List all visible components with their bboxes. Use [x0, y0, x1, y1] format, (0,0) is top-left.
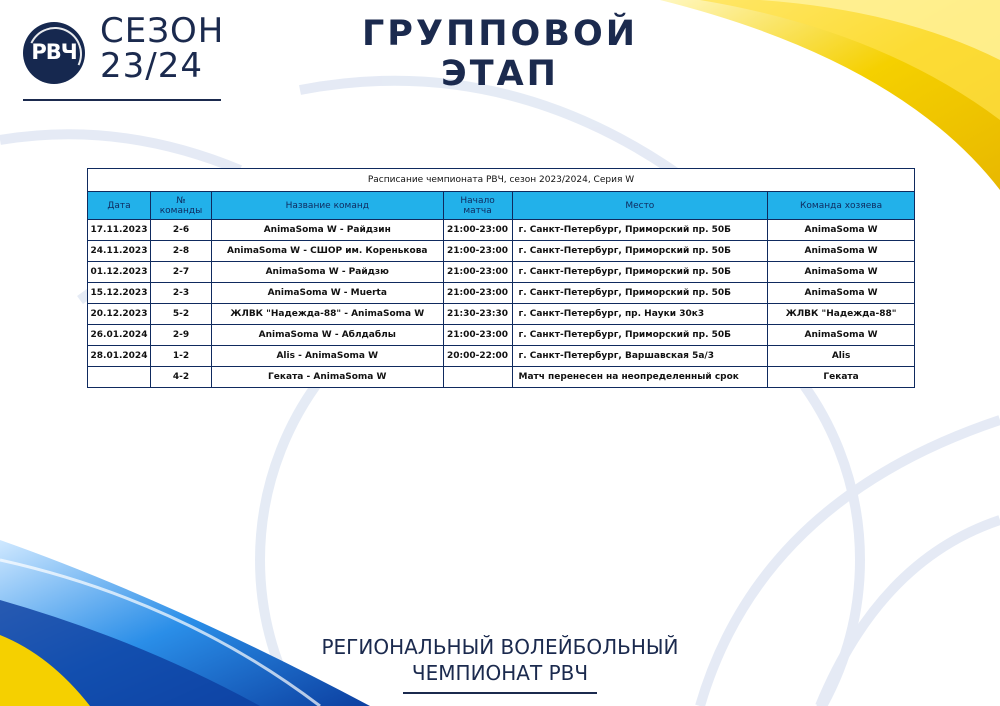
- cell-team-number: 2-8: [150, 241, 211, 262]
- cell-team-number: 2-6: [150, 220, 211, 241]
- table-row: [88, 346, 915, 367]
- stage-title-line1: ГРУППОВОЙ: [362, 14, 638, 54]
- season-line1: СЕЗОН: [100, 11, 225, 51]
- header-team-number-line1: №: [176, 195, 186, 206]
- table-header-row: [88, 192, 915, 220]
- header-start-time-line1: Начало: [460, 195, 495, 206]
- cell-team-number: 2-9: [150, 325, 211, 346]
- cell-venue: г. Санкт-Петербург, Приморский пр. 50Б: [512, 283, 768, 304]
- season-label: [100, 11, 225, 86]
- table-row: [88, 367, 915, 388]
- cell-venue: г. Санкт-Петербург, Приморский пр. 50Б: [512, 325, 768, 346]
- table-title-row: [88, 169, 915, 192]
- cell-host: AnimaSoma W: [768, 283, 915, 304]
- table-row: [88, 241, 915, 262]
- header-host-team: Команда хозяева: [768, 192, 915, 220]
- cell-time: [443, 367, 512, 388]
- table-row: [88, 304, 915, 325]
- championship-underline: [403, 692, 597, 694]
- stage-title-line2: ЭТАП: [441, 54, 559, 94]
- cell-venue: г. Санкт-Петербург, пр. Науки 30к3: [512, 304, 768, 325]
- header-start-time-line2: матча: [463, 205, 492, 216]
- cell-teams: AnimaSoma W - Райдзин: [211, 220, 443, 241]
- cell-date: 15.12.2023: [88, 283, 151, 304]
- cell-venue: г. Санкт-Петербург, Приморский пр. 50Б: [512, 220, 768, 241]
- cell-host: Геката: [768, 367, 915, 388]
- cell-teams: AnimaSoma W - Аблдаблы: [211, 325, 443, 346]
- cell-date: 26.01.2024: [88, 325, 151, 346]
- cell-team-number: 2-7: [150, 262, 211, 283]
- cell-host: Alis: [768, 346, 915, 367]
- cell-time: 21:00-23:00: [443, 241, 512, 262]
- table-title: Расписание чемпионата РВЧ, сезон 2023/2024, Серия W: [88, 169, 915, 192]
- cell-date: [88, 367, 151, 388]
- cell-venue: Матч перенесен на неопределенный срок: [512, 367, 768, 388]
- rvch-logo: [23, 22, 85, 84]
- cell-time: 21:00-23:00: [443, 325, 512, 346]
- header-date: Дата: [88, 192, 151, 220]
- cell-host: AnimaSoma W: [768, 241, 915, 262]
- cell-date: 01.12.2023: [88, 262, 151, 283]
- table-row: [88, 262, 915, 283]
- table-row: [88, 325, 915, 346]
- cell-team-number: 4-2: [150, 367, 211, 388]
- cell-time: 21:00-23:00: [443, 262, 512, 283]
- cell-teams: AnimaSoma W - Райдзю: [211, 262, 443, 283]
- cell-venue: г. Санкт-Петербург, Приморский пр. 50Б: [512, 262, 768, 283]
- cell-teams: AnimaSoma W - СШОР им. Кореньковa: [211, 241, 443, 262]
- cell-team-number: 5-2: [150, 304, 211, 325]
- cell-team-number: 1-2: [150, 346, 211, 367]
- header-team-number: [150, 192, 211, 220]
- logo-underline: [23, 99, 221, 101]
- cell-venue: г. Санкт-Петербург, Приморский пр. 50Б: [512, 241, 768, 262]
- cell-time: 21:00-23:00: [443, 220, 512, 241]
- cell-host: AnimaSoma W: [768, 262, 915, 283]
- header-start-time: [443, 192, 512, 220]
- header-venue: Место: [512, 192, 768, 220]
- cell-teams: ЖЛВК "Надежда-88" - AnimaSoma W: [211, 304, 443, 325]
- cell-venue: г. Санкт-Петербург, Варшавская 5а/3: [512, 346, 768, 367]
- championship-title: [260, 634, 740, 686]
- cell-host: ЖЛВК "Надежда-88": [768, 304, 915, 325]
- championship-title-line2: ЧЕМПИОНАТ РВЧ: [411, 661, 589, 685]
- cell-time: 20:00-22:00: [443, 346, 512, 367]
- cell-teams: Геката - AnimaSoma W: [211, 367, 443, 388]
- cell-time: 21:00-23:00: [443, 283, 512, 304]
- table-row: [88, 283, 915, 304]
- cell-host: AnimaSoma W: [768, 220, 915, 241]
- cell-host: AnimaSoma W: [768, 325, 915, 346]
- schedule-table: [87, 168, 915, 388]
- cell-date: 20.12.2023: [88, 304, 151, 325]
- header-team-number-line2: команды: [159, 205, 203, 216]
- logo-text: РВЧ: [31, 40, 77, 64]
- championship-title-line1: РЕГИОНАЛЬНЫЙ ВОЛЕЙБОЛЬНЫЙ: [321, 635, 679, 659]
- cell-date: 28.01.2024: [88, 346, 151, 367]
- cell-time: 21:30-23:30: [443, 304, 512, 325]
- season-line2: 23/24: [100, 46, 203, 86]
- stage-title: [330, 14, 670, 94]
- cell-team-number: 2-3: [150, 283, 211, 304]
- cell-date: 24.11.2023: [88, 241, 151, 262]
- cell-teams: Alis - AnimaSoma W: [211, 346, 443, 367]
- table-row: [88, 220, 915, 241]
- cell-teams: AnimaSoma W - Muerta: [211, 283, 443, 304]
- cell-date: 17.11.2023: [88, 220, 151, 241]
- header-team-names: Название команд: [211, 192, 443, 220]
